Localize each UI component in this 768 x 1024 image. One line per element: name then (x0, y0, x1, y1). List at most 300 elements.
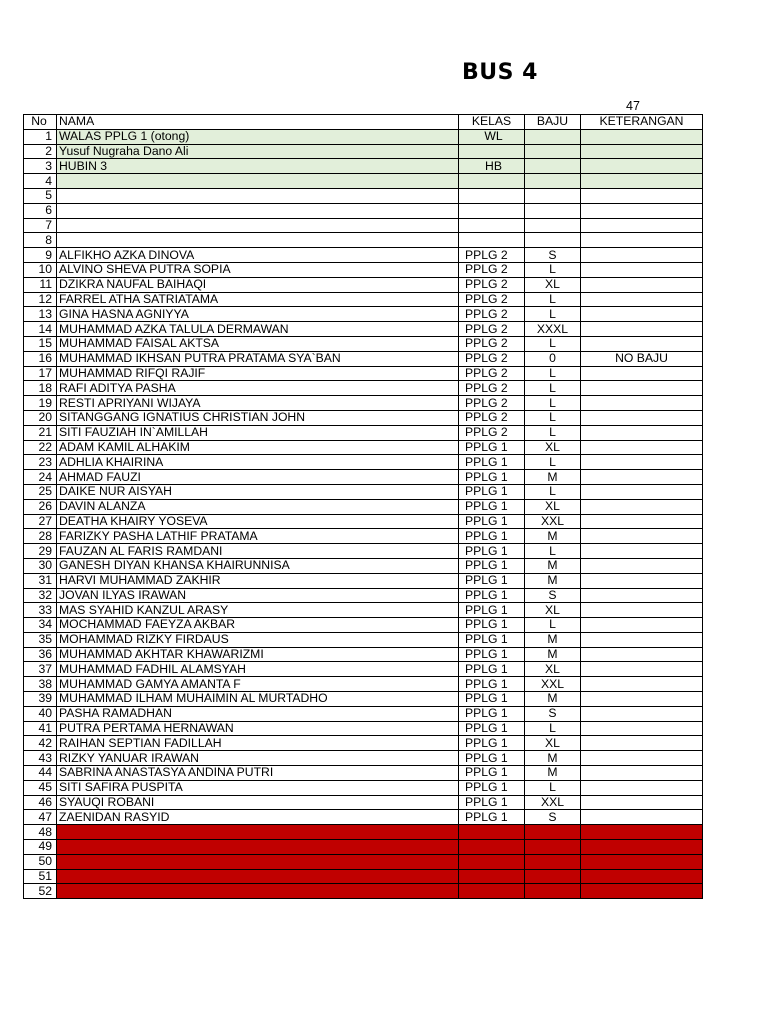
cell-baju: L (525, 425, 581, 440)
cell-kelas: PPLG 1 (459, 706, 525, 721)
table-row (24, 159, 703, 174)
cell-nama: PUTRA PERTAMA HERNAWAN (57, 721, 459, 736)
cell-keterangan (581, 366, 703, 381)
cell-keterangan (581, 558, 703, 573)
cell-keterangan (581, 233, 703, 248)
cell-kelas: PPLG 1 (459, 588, 525, 603)
cell-baju: XXXL (525, 322, 581, 337)
cell-kelas: PPLG 2 (459, 277, 525, 292)
cell-nama: FARIZKY PASHA LATHIF PRATAMA (57, 529, 459, 544)
cell-no: 44 (24, 766, 57, 781)
cell-no: 9 (24, 248, 57, 263)
cell-baju: L (525, 618, 581, 633)
cell-nama: PASHA RAMADHAN (57, 706, 459, 721)
cell-nama: GINA HASNA AGNIYYA (57, 307, 459, 322)
cell-no: 48 (24, 825, 57, 840)
cell-no: 3 (24, 159, 57, 174)
cell-keterangan (581, 277, 703, 292)
cell-keterangan (581, 825, 703, 840)
cell-baju: L (525, 721, 581, 736)
cell-no: 25 (24, 484, 57, 499)
cell-nama (57, 188, 459, 203)
cell-nama (57, 825, 459, 840)
table-row (24, 854, 703, 869)
cell-nama: HUBIN 3 (57, 159, 459, 174)
cell-kelas: PPLG 1 (459, 692, 525, 707)
cell-nama: SITI FAUZIAH IN`AMILLAH (57, 425, 459, 440)
cell-baju: L (525, 381, 581, 396)
cell-keterangan (581, 573, 703, 588)
table-row (24, 351, 703, 366)
cell-kelas: PPLG 2 (459, 425, 525, 440)
cell-nama: DAVIN ALANZA (57, 499, 459, 514)
cell-baju: M (525, 529, 581, 544)
cell-kelas: PPLG 1 (459, 721, 525, 736)
cell-nama: DEATHA KHAIRY YOSEVA (57, 514, 459, 529)
cell-kelas (459, 188, 525, 203)
cell-keterangan (581, 307, 703, 322)
cell-no: 14 (24, 322, 57, 337)
cell-no: 4 (24, 174, 57, 189)
cell-no: 7 (24, 218, 57, 233)
cell-nama: RAIHAN SEPTIAN FADILLAH (57, 736, 459, 751)
table-row (24, 455, 703, 470)
cell-nama: MUHAMMAD GAMYA AMANTA F (57, 677, 459, 692)
cell-keterangan (581, 484, 703, 499)
cell-nama: ALVINO SHEVA PUTRA SOPIA (57, 262, 459, 277)
cell-kelas (459, 840, 525, 855)
table-row (24, 292, 703, 307)
table-row (24, 544, 703, 559)
cell-nama (57, 218, 459, 233)
cell-baju (525, 144, 581, 159)
cell-no: 26 (24, 499, 57, 514)
table-row (24, 736, 703, 751)
cell-kelas: PPLG 2 (459, 262, 525, 277)
cell-keterangan (581, 322, 703, 337)
cell-keterangan (581, 632, 703, 647)
cell-baju: XL (525, 499, 581, 514)
cell-no: 23 (24, 455, 57, 470)
cell-keterangan (581, 159, 703, 174)
cell-no: 49 (24, 840, 57, 855)
cell-kelas: PPLG 1 (459, 470, 525, 485)
cell-kelas (459, 854, 525, 869)
cell-no: 41 (24, 721, 57, 736)
cell-baju (525, 188, 581, 203)
cell-nama: FARREL ATHA SATRIATAMA (57, 292, 459, 307)
cell-nama: RAFI ADITYA PASHA (57, 381, 459, 396)
cell-no: 17 (24, 366, 57, 381)
cell-keterangan (581, 336, 703, 351)
cell-kelas: PPLG 1 (459, 514, 525, 529)
cell-nama: Yusuf Nugraha Dano Ali (57, 144, 459, 159)
cell-baju: S (525, 810, 581, 825)
table-row (24, 588, 703, 603)
cell-keterangan (581, 884, 703, 899)
cell-kelas: PPLG 1 (459, 736, 525, 751)
cell-nama: RESTI APRIYANI WIJAYA (57, 396, 459, 411)
cell-baju: S (525, 588, 581, 603)
cell-baju: M (525, 751, 581, 766)
cell-keterangan (581, 499, 703, 514)
cell-kelas: PPLG 1 (459, 440, 525, 455)
cell-kelas: PPLG 1 (459, 455, 525, 470)
cell-nama: GANESH DIYAN KHANSA KHAIRUNNISA (57, 558, 459, 573)
cell-kelas: PPLG 1 (459, 780, 525, 795)
cell-baju (525, 159, 581, 174)
cell-no: 30 (24, 558, 57, 573)
table-row (24, 884, 703, 899)
cell-keterangan (581, 810, 703, 825)
cell-keterangan (581, 588, 703, 603)
table-row (24, 188, 703, 203)
cell-nama: AHMAD FAUZI (57, 470, 459, 485)
cell-baju: S (525, 706, 581, 721)
cell-baju: XL (525, 440, 581, 455)
cell-keterangan (581, 692, 703, 707)
table-row (24, 810, 703, 825)
cell-keterangan (581, 218, 703, 233)
cell-baju: L (525, 262, 581, 277)
cell-kelas: PPLG 1 (459, 618, 525, 633)
table-row (24, 484, 703, 499)
cell-keterangan (581, 262, 703, 277)
cell-nama: ADAM KAMIL ALHAKIM (57, 440, 459, 455)
cell-keterangan (581, 129, 703, 144)
cell-no: 8 (24, 233, 57, 248)
cell-keterangan (581, 514, 703, 529)
cell-no: 19 (24, 396, 57, 411)
cell-keterangan (581, 618, 703, 633)
cell-keterangan (581, 174, 703, 189)
cell-kelas: PPLG 2 (459, 307, 525, 322)
cell-kelas: PPLG 2 (459, 248, 525, 263)
cell-baju: M (525, 573, 581, 588)
cell-no: 2 (24, 144, 57, 159)
cell-kelas (459, 144, 525, 159)
cell-baju: M (525, 647, 581, 662)
table-row (24, 218, 703, 233)
cell-nama: MAS SYAHID KANZUL ARASY (57, 603, 459, 618)
cell-kelas (459, 869, 525, 884)
cell-baju (525, 233, 581, 248)
cell-kelas: WL (459, 129, 525, 144)
cell-baju: L (525, 336, 581, 351)
cell-kelas: PPLG 1 (459, 499, 525, 514)
cell-no: 37 (24, 662, 57, 677)
cell-keterangan (581, 396, 703, 411)
cell-baju: L (525, 484, 581, 499)
cell-no: 38 (24, 677, 57, 692)
cell-nama: MUHAMMAD ILHAM MUHAIMIN AL MURTADHO (57, 692, 459, 707)
cell-baju: XL (525, 603, 581, 618)
cell-kelas: PPLG 2 (459, 322, 525, 337)
table-row (24, 766, 703, 781)
table-body (24, 129, 703, 898)
cell-keterangan (581, 410, 703, 425)
cell-baju: M (525, 632, 581, 647)
cell-nama: MUHAMMAD RIFQI RAJIF (57, 366, 459, 381)
cell-nama: SYAUQI ROBANI (57, 795, 459, 810)
cell-keterangan (581, 677, 703, 692)
cell-baju: XXL (525, 514, 581, 529)
cell-baju (525, 825, 581, 840)
cell-baju: M (525, 766, 581, 781)
cell-kelas: PPLG 1 (459, 632, 525, 647)
cell-nama (57, 869, 459, 884)
header-baju: BAJU (525, 115, 581, 130)
cell-kelas (459, 825, 525, 840)
table-row (24, 514, 703, 529)
cell-no: 36 (24, 647, 57, 662)
cell-no: 1 (24, 129, 57, 144)
cell-nama: ADHLIA KHAIRINA (57, 455, 459, 470)
cell-kelas (459, 233, 525, 248)
cell-no: 43 (24, 751, 57, 766)
cell-keterangan (581, 780, 703, 795)
cell-kelas: PPLG 1 (459, 662, 525, 677)
cell-kelas: PPLG 2 (459, 336, 525, 351)
table-row (24, 233, 703, 248)
cell-nama: DZIKRA NAUFAL BAIHAQI (57, 277, 459, 292)
table-row (24, 410, 703, 425)
header-keterangan: KETERANGAN (581, 115, 703, 130)
cell-baju (525, 129, 581, 144)
cell-kelas: PPLG 1 (459, 795, 525, 810)
cell-kelas: PPLG 2 (459, 396, 525, 411)
cell-no: 39 (24, 692, 57, 707)
cell-no: 13 (24, 307, 57, 322)
cell-nama: MUHAMMAD IKHSAN PUTRA PRATAMA SYA`BAN (57, 351, 459, 366)
table-row (24, 692, 703, 707)
cell-nama: FAUZAN AL FARIS RAMDANI (57, 544, 459, 559)
cell-kelas (459, 884, 525, 899)
cell-baju (525, 869, 581, 884)
cell-keterangan (581, 706, 703, 721)
table-row (24, 174, 703, 189)
cell-nama: SABRINA ANASTASYA ANDINA PUTRI (57, 766, 459, 781)
cell-nama (57, 174, 459, 189)
cell-nama: SITANGGANG IGNATIUS CHRISTIAN JOHN (57, 410, 459, 425)
cell-no: 33 (24, 603, 57, 618)
cell-no: 28 (24, 529, 57, 544)
cell-no: 42 (24, 736, 57, 751)
cell-baju: XXL (525, 677, 581, 692)
cell-baju: M (525, 558, 581, 573)
cell-no: 12 (24, 292, 57, 307)
cell-keterangan (581, 248, 703, 263)
cell-keterangan (581, 603, 703, 618)
cell-baju: XXL (525, 795, 581, 810)
table-row (24, 203, 703, 218)
cell-nama: ZAENIDAN RASYID (57, 810, 459, 825)
cell-keterangan (581, 529, 703, 544)
cell-baju: L (525, 366, 581, 381)
cell-keterangan (581, 869, 703, 884)
cell-baju: 0 (525, 351, 581, 366)
cell-nama (57, 203, 459, 218)
cell-no: 15 (24, 336, 57, 351)
cell-no: 27 (24, 514, 57, 529)
cell-keterangan (581, 736, 703, 751)
cell-nama: MUHAMMAD AZKA TALULA DERMAWAN (57, 322, 459, 337)
cell-kelas: PPLG 1 (459, 766, 525, 781)
cell-no: 6 (24, 203, 57, 218)
cell-baju: XL (525, 277, 581, 292)
cell-no: 11 (24, 277, 57, 292)
cell-keterangan (581, 840, 703, 855)
cell-no: 10 (24, 262, 57, 277)
cell-no: 24 (24, 470, 57, 485)
cell-keterangan (581, 544, 703, 559)
table-row (24, 277, 703, 292)
table-row (24, 780, 703, 795)
header-nama: NAMA (57, 115, 459, 130)
cell-nama (57, 884, 459, 899)
cell-baju: L (525, 455, 581, 470)
cell-keterangan (581, 470, 703, 485)
cell-baju: L (525, 292, 581, 307)
cell-kelas: PPLG 1 (459, 751, 525, 766)
cell-baju (525, 174, 581, 189)
table-row (24, 307, 703, 322)
table-row (24, 706, 703, 721)
cell-keterangan (581, 766, 703, 781)
cell-kelas: PPLG 2 (459, 292, 525, 307)
table-header-row (24, 115, 703, 130)
cell-no: 29 (24, 544, 57, 559)
cell-kelas: HB (459, 159, 525, 174)
cell-nama: MOHAMMAD RIZKY FIRDAUS (57, 632, 459, 647)
table-row (24, 677, 703, 692)
cell-baju: L (525, 780, 581, 795)
cell-kelas: PPLG 1 (459, 810, 525, 825)
cell-no: 21 (24, 425, 57, 440)
cell-kelas: PPLG 1 (459, 484, 525, 499)
cell-no: 5 (24, 188, 57, 203)
cell-keterangan (581, 144, 703, 159)
cell-keterangan (581, 381, 703, 396)
table-row (24, 573, 703, 588)
cell-keterangan (581, 203, 703, 218)
cell-nama: RIZKY YANUAR IRAWAN (57, 751, 459, 766)
cell-baju: M (525, 692, 581, 707)
header-kelas: KELAS (459, 115, 525, 130)
page-title: BUS 4 (462, 60, 538, 85)
table-row (24, 647, 703, 662)
cell-kelas (459, 203, 525, 218)
table-row (24, 795, 703, 810)
cell-keterangan (581, 854, 703, 869)
cell-nama: ALFIKHO AZKA DINOVA (57, 248, 459, 263)
table-row (24, 869, 703, 884)
table-row (24, 662, 703, 677)
table-row (24, 366, 703, 381)
cell-keterangan (581, 662, 703, 677)
table-row (24, 425, 703, 440)
table-row (24, 825, 703, 840)
table-row (24, 558, 703, 573)
cell-no: 35 (24, 632, 57, 647)
header-no: No (24, 115, 57, 130)
table-row (24, 603, 703, 618)
cell-no: 40 (24, 706, 57, 721)
table-row (24, 632, 703, 647)
cell-no: 34 (24, 618, 57, 633)
cell-keterangan (581, 292, 703, 307)
cell-no: 45 (24, 780, 57, 795)
cell-keterangan (581, 440, 703, 455)
cell-kelas: PPLG 1 (459, 647, 525, 662)
cell-kelas: PPLG 1 (459, 558, 525, 573)
table-row (24, 381, 703, 396)
cell-nama: MUHAMMAD FAISAL AKTSA (57, 336, 459, 351)
total-count: 47 (626, 99, 640, 113)
cell-keterangan (581, 455, 703, 470)
table-row (24, 322, 703, 337)
table-row (24, 440, 703, 455)
cell-no: 32 (24, 588, 57, 603)
cell-baju: L (525, 410, 581, 425)
cell-baju (525, 840, 581, 855)
cell-baju (525, 203, 581, 218)
cell-kelas (459, 174, 525, 189)
cell-keterangan (581, 425, 703, 440)
table-row (24, 721, 703, 736)
cell-no: 47 (24, 810, 57, 825)
cell-baju: XL (525, 662, 581, 677)
cell-baju: L (525, 396, 581, 411)
table-row (24, 396, 703, 411)
cell-baju: L (525, 544, 581, 559)
cell-nama (57, 854, 459, 869)
table-row (24, 144, 703, 159)
cell-baju: L (525, 307, 581, 322)
table-row (24, 470, 703, 485)
cell-baju: M (525, 470, 581, 485)
table-row (24, 499, 703, 514)
table-row (24, 751, 703, 766)
passenger-table (23, 114, 703, 899)
cell-baju: XL (525, 736, 581, 751)
table-row (24, 336, 703, 351)
cell-no: 18 (24, 381, 57, 396)
cell-kelas: PPLG 1 (459, 677, 525, 692)
cell-nama: MOCHAMMAD FAEYZA AKBAR (57, 618, 459, 633)
cell-nama: DAIKE NUR AISYAH (57, 484, 459, 499)
cell-nama: SITI SAFIRA PUSPITA (57, 780, 459, 795)
cell-baju: S (525, 248, 581, 263)
cell-no: 20 (24, 410, 57, 425)
cell-keterangan (581, 188, 703, 203)
cell-kelas: PPLG 2 (459, 366, 525, 381)
cell-no: 50 (24, 854, 57, 869)
cell-no: 46 (24, 795, 57, 810)
cell-no: 51 (24, 869, 57, 884)
cell-nama (57, 233, 459, 248)
cell-nama: WALAS PPLG 1 (otong) (57, 129, 459, 144)
table-row (24, 129, 703, 144)
cell-baju (525, 218, 581, 233)
cell-baju (525, 854, 581, 869)
cell-keterangan (581, 795, 703, 810)
cell-nama: MUHAMMAD FADHIL ALAMSYAH (57, 662, 459, 677)
cell-keterangan (581, 647, 703, 662)
cell-kelas: PPLG 1 (459, 529, 525, 544)
table-row (24, 618, 703, 633)
table-row (24, 262, 703, 277)
